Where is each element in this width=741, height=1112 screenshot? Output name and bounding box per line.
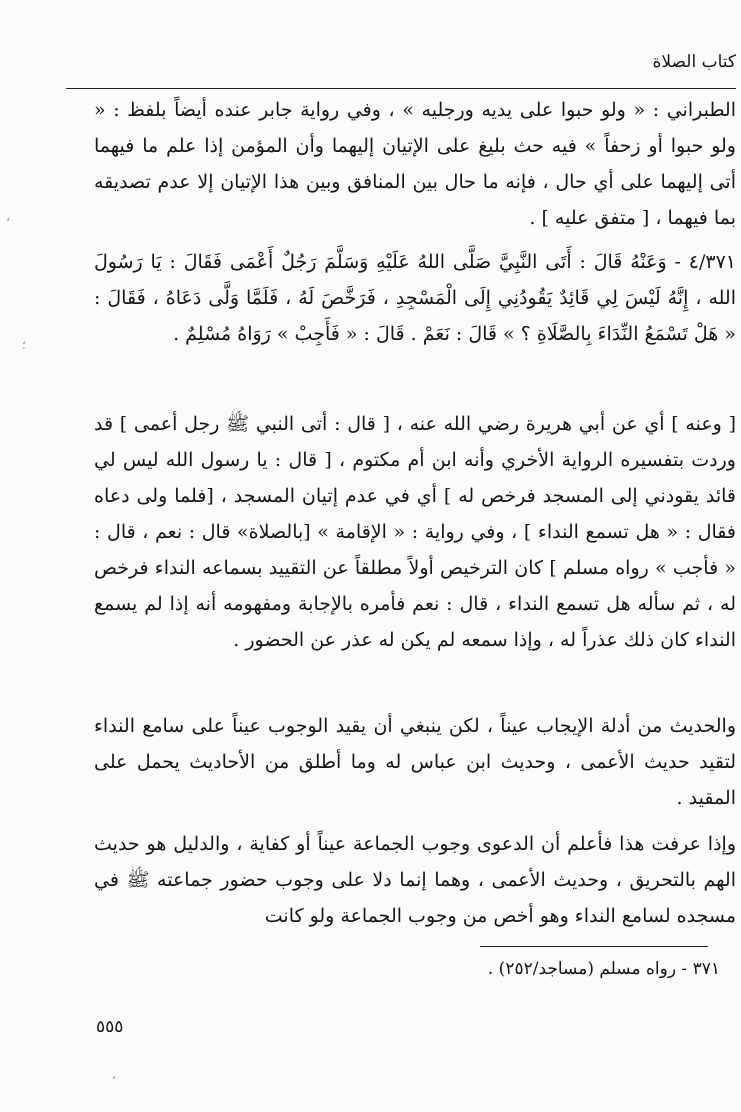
margin-mark: ، bbox=[6, 210, 10, 224]
page-number: ٥٥٥ bbox=[96, 1017, 124, 1037]
paragraph-commentary-3: والحديث من أدلة الإيجاب عيناً ، لكن ينبغي أن يقيد الوجوب عيناً على سامع النداء لتقيد حديث الأعمى ، وحديث ابن عباس له وما أطلق من الأحاديث يحمل على المقيد . bbox=[94, 715, 736, 809]
header-rule bbox=[66, 88, 736, 89]
margin-mark: ؛ bbox=[22, 338, 26, 352]
paragraph-commentary-2: [ وعنه ] أي عن أبي هريرة رضي الله عنه ، [ قال : أتى النبي ﷺ رجل أعمى ] قد وردت بتفسيره الرواية الأخري وأنه ابن أم مكتوم ، [ قال : يا رسول الله ليس لي قائد يقودني إلى المسجد فرخص له ] أي في عدم إتيان المسجد ، [فلما ولى دعاه فقال : « هل تسمع النداء ] ، وفي رواية : « الإقامة » [بالصلاة» قال : نعم ، قال : « فأجب » رواه مسلم ] كان الترخيص أولاً مطلقاً عن التقييد بسماعه النداء فرخص له ، ثم سأله هل تسمع النداء ، قال : نعم فأمره بالإجابة ومفهومه أنه إذا لم يسمع النداء كان ذلك عذراً له ، وإذا سمعه لم يكن له عذر عن الحضور . bbox=[94, 413, 736, 651]
running-head: كتاب الصلاة bbox=[652, 52, 736, 72]
paragraph-commentary-1: الطبراني : « ولو حبوا على يديه ورجليه » ، وفي رواية جابر عنده أيضاً بلفظ : « ولو حبوا أو زحفاً » فيه حث بليغ على الإتيان إليهما وأن المؤمن إذا علم ما فيهما أتى إليهما على أي حال ، فإنه ما حال بين المنافق وبين هذا الإتيان إلا عدم تصديقه بما فيهما ، [ متفق عليه ] . bbox=[94, 99, 736, 229]
margin-mark: ، bbox=[112, 1068, 116, 1082]
footnote: ٣٧١ - رواه مسلم (مساجد/٢٥٢) . bbox=[487, 959, 720, 979]
footnote-rule bbox=[480, 946, 708, 947]
paragraph-commentary-4: وإذا عرفت هذا فأعلم أن الدعوى وجوب الجماعة عيناً أو كفاية ، والدليل هو حديث الهم بالتحريق ، وحديث الأعمى ، وهما إنما دلا على وجوب حضور جماعته ﷺ في مسجده لسامع النداء وهو أخص من وجوب الجماعة ولو كانت bbox=[94, 833, 736, 927]
paragraph-hadith-371: ٤/٣٧١ - وَعَنْهُ قَالَ : أَتَى النَّبِيَّ صَلَّى اللهُ عَلَيْهِ وَسَلَّمَ رَجُلٌ أَعْمَى فَقَالَ : يَا رَسُولَ الله ، إِنَّهُ لَيْسَ لِي قَائِدٌ يَقُودُنِي إِلَى الْمَسْجِدِ ، فَرَخَّصَ لَهُ ، فَلَمَّا وَلَّى دَعَاهُ ، فَقَالَ : « هَلْ تَسْمَعُ النِّدَاءَ بِالصَّلَاةِ ؟ » قَالَ : نَعَمْ . قَالَ : « فَأَجِبْ » رَوَاهُ مُسْلِمٌ . bbox=[94, 251, 736, 345]
page-header bbox=[66, 50, 736, 80]
